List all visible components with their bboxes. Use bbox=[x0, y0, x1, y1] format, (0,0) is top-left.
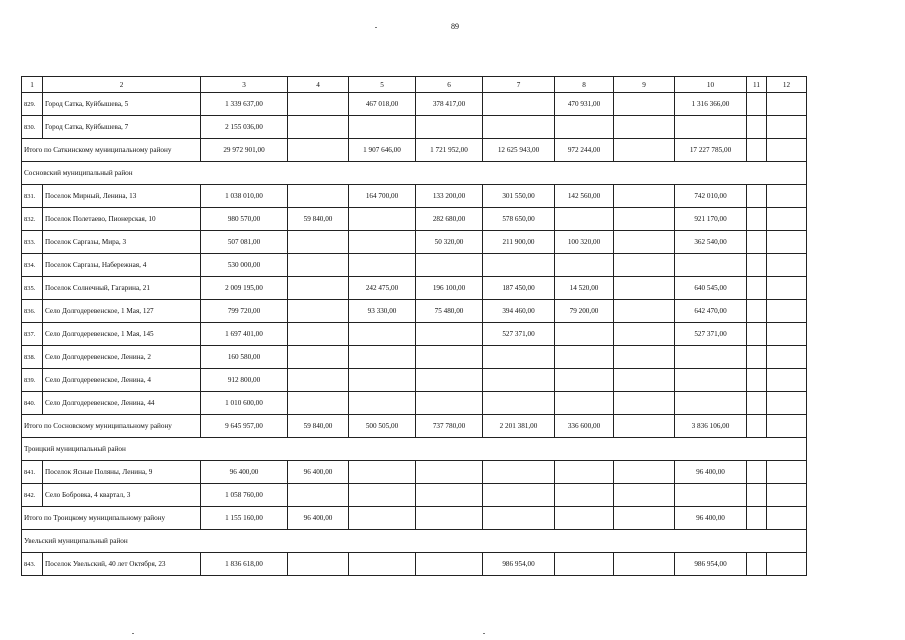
address-cell: Город Сатка, Куйбышева, 7 bbox=[43, 116, 201, 139]
amount-cell-c3: 530 000,00 bbox=[201, 254, 288, 277]
amount-cell-c11 bbox=[747, 392, 767, 415]
budget-table bbox=[21, 76, 807, 576]
amount-cell-c12 bbox=[767, 254, 807, 277]
amount-cell-c12 bbox=[767, 277, 807, 300]
amount-cell-c6 bbox=[416, 553, 483, 576]
section-header-row bbox=[22, 162, 807, 185]
amount-cell-c7 bbox=[483, 484, 555, 507]
amount-cell-c10 bbox=[675, 484, 747, 507]
amount-cell-c3: 1 697 401,00 bbox=[201, 323, 288, 346]
amount-cell-c9 bbox=[614, 116, 675, 139]
row-number: 837. bbox=[22, 323, 43, 346]
amount-cell-c11 bbox=[747, 415, 767, 438]
amount-cell-c7: 301 550,00 bbox=[483, 185, 555, 208]
amount-cell-c10 bbox=[675, 346, 747, 369]
row-number: 835. bbox=[22, 277, 43, 300]
amount-cell-c7: 986 954,00 bbox=[483, 553, 555, 576]
amount-cell-c10: 1 316 366,00 bbox=[675, 93, 747, 116]
total-row bbox=[22, 507, 807, 530]
table-row bbox=[22, 323, 807, 346]
column-header: 6 bbox=[416, 77, 483, 93]
address-cell: Поселок Саргазы, Мира, 3 bbox=[43, 231, 201, 254]
amount-cell-c10 bbox=[675, 392, 747, 415]
amount-cell-c3: 1 836 618,00 bbox=[201, 553, 288, 576]
amount-cell-c9 bbox=[614, 392, 675, 415]
column-header: 7 bbox=[483, 77, 555, 93]
column-header: 10 bbox=[675, 77, 747, 93]
amount-cell-c8 bbox=[555, 323, 614, 346]
amount-cell-c11 bbox=[747, 323, 767, 346]
amount-cell-c5 bbox=[349, 254, 416, 277]
amount-cell-c3: 1 058 760,00 bbox=[201, 484, 288, 507]
amount-cell-c8 bbox=[555, 553, 614, 576]
amount-cell-c4 bbox=[288, 277, 349, 300]
table-row bbox=[22, 369, 807, 392]
row-number: 831. bbox=[22, 185, 43, 208]
amount-cell-c10: 96 400,00 bbox=[675, 507, 747, 530]
amount-cell-c11 bbox=[747, 277, 767, 300]
amount-cell-c6 bbox=[416, 484, 483, 507]
amount-cell-c9 bbox=[614, 300, 675, 323]
amount-cell-c10: 96 400,00 bbox=[675, 461, 747, 484]
scan-speck bbox=[375, 27, 377, 28]
column-header: 8 bbox=[555, 77, 614, 93]
table-row bbox=[22, 461, 807, 484]
column-header: 12 bbox=[767, 77, 807, 93]
column-number-row bbox=[22, 77, 807, 93]
amount-cell-c4 bbox=[288, 300, 349, 323]
amount-cell-c4 bbox=[288, 346, 349, 369]
amount-cell-c11 bbox=[747, 93, 767, 116]
row-number: 841. bbox=[22, 461, 43, 484]
amount-cell-c5 bbox=[349, 461, 416, 484]
address-cell: Поселок Саргазы, Набережная, 4 bbox=[43, 254, 201, 277]
amount-cell-c10: 3 836 106,00 bbox=[675, 415, 747, 438]
amount-cell-c8 bbox=[555, 484, 614, 507]
column-header: 9 bbox=[614, 77, 675, 93]
amount-cell-c9 bbox=[614, 254, 675, 277]
amount-cell-c11 bbox=[747, 116, 767, 139]
amount-cell-c9 bbox=[614, 323, 675, 346]
amount-cell-c9 bbox=[614, 208, 675, 231]
amount-cell-c7: 2 201 381,00 bbox=[483, 415, 555, 438]
amount-cell-c12 bbox=[767, 507, 807, 530]
amount-cell-c6 bbox=[416, 392, 483, 415]
amount-cell-c5: 467 018,00 bbox=[349, 93, 416, 116]
amount-cell-c6 bbox=[416, 461, 483, 484]
total-row bbox=[22, 415, 807, 438]
amount-cell-c6 bbox=[416, 116, 483, 139]
amount-cell-c12 bbox=[767, 484, 807, 507]
amount-cell-c9 bbox=[614, 346, 675, 369]
amount-cell-c11 bbox=[747, 254, 767, 277]
amount-cell-c7: 394 460,00 bbox=[483, 300, 555, 323]
amount-cell-c3: 96 400,00 bbox=[201, 461, 288, 484]
amount-cell-c5 bbox=[349, 208, 416, 231]
amount-cell-c10: 742 010,00 bbox=[675, 185, 747, 208]
amount-cell-c9 bbox=[614, 369, 675, 392]
total-row bbox=[22, 139, 807, 162]
amount-cell-c11 bbox=[747, 369, 767, 392]
amount-cell-c10: 642 470,00 bbox=[675, 300, 747, 323]
amount-cell-c6: 737 780,00 bbox=[416, 415, 483, 438]
amount-cell-c9 bbox=[614, 231, 675, 254]
amount-cell-c12 bbox=[767, 392, 807, 415]
amount-cell-c12 bbox=[767, 208, 807, 231]
amount-cell-c9 bbox=[614, 461, 675, 484]
amount-cell-c10: 986 954,00 bbox=[675, 553, 747, 576]
amount-cell-c7 bbox=[483, 116, 555, 139]
amount-cell-c4: 59 840,00 bbox=[288, 208, 349, 231]
amount-cell-c3: 2 155 036,00 bbox=[201, 116, 288, 139]
amount-cell-c6 bbox=[416, 369, 483, 392]
total-label: Итого по Саткинскому муниципальному району bbox=[22, 139, 201, 162]
amount-cell-c7: 187 450,00 bbox=[483, 277, 555, 300]
address-cell: Село Долгодеревенское, 1 Мая, 127 bbox=[43, 300, 201, 323]
amount-cell-c11 bbox=[747, 507, 767, 530]
column-header: 2 bbox=[43, 77, 201, 93]
amount-cell-c7 bbox=[483, 369, 555, 392]
amount-cell-c8: 142 560,00 bbox=[555, 185, 614, 208]
amount-cell-c12 bbox=[767, 139, 807, 162]
amount-cell-c12 bbox=[767, 415, 807, 438]
section-header-row bbox=[22, 530, 807, 553]
amount-cell-c5 bbox=[349, 392, 416, 415]
amount-cell-c4: 59 840,00 bbox=[288, 415, 349, 438]
amount-cell-c4 bbox=[288, 116, 349, 139]
row-number: 834. bbox=[22, 254, 43, 277]
total-label: Итого по Сосновскому муниципальному району bbox=[22, 415, 201, 438]
amount-cell-c4 bbox=[288, 392, 349, 415]
amount-cell-c9 bbox=[614, 507, 675, 530]
amount-cell-c12 bbox=[767, 346, 807, 369]
amount-cell-c10 bbox=[675, 369, 747, 392]
amount-cell-c12 bbox=[767, 553, 807, 576]
address-cell: Поселок Солнечный, Гагарина, 21 bbox=[43, 277, 201, 300]
row-number: 832. bbox=[22, 208, 43, 231]
amount-cell-c5: 93 330,00 bbox=[349, 300, 416, 323]
amount-cell-c6 bbox=[416, 346, 483, 369]
table-row bbox=[22, 277, 807, 300]
amount-cell-c11 bbox=[747, 484, 767, 507]
column-header: 4 bbox=[288, 77, 349, 93]
amount-cell-c12 bbox=[767, 93, 807, 116]
amount-cell-c7 bbox=[483, 461, 555, 484]
amount-cell-c4 bbox=[288, 553, 349, 576]
amount-cell-c11 bbox=[747, 346, 767, 369]
amount-cell-c8: 100 320,00 bbox=[555, 231, 614, 254]
table-row bbox=[22, 208, 807, 231]
amount-cell-c5: 1 907 646,00 bbox=[349, 139, 416, 162]
table-row bbox=[22, 93, 807, 116]
amount-cell-c12 bbox=[767, 185, 807, 208]
amount-cell-c10: 921 170,00 bbox=[675, 208, 747, 231]
section-title: Увельский муниципальный район bbox=[22, 530, 807, 553]
amount-cell-c11 bbox=[747, 139, 767, 162]
amount-cell-c5: 242 475,00 bbox=[349, 277, 416, 300]
amount-cell-c5: 164 700,00 bbox=[349, 185, 416, 208]
amount-cell-c8 bbox=[555, 461, 614, 484]
address-cell: Поселок Мирный, Ленина, 13 bbox=[43, 185, 201, 208]
row-number: 839. bbox=[22, 369, 43, 392]
amount-cell-c7 bbox=[483, 254, 555, 277]
amount-cell-c8: 972 244,00 bbox=[555, 139, 614, 162]
amount-cell-c12 bbox=[767, 116, 807, 139]
amount-cell-c4 bbox=[288, 139, 349, 162]
row-number: 829. bbox=[22, 93, 43, 116]
amount-cell-c4 bbox=[288, 93, 349, 116]
column-header: 11 bbox=[747, 77, 767, 93]
amount-cell-c5 bbox=[349, 553, 416, 576]
amount-cell-c11 bbox=[747, 208, 767, 231]
amount-cell-c4 bbox=[288, 369, 349, 392]
amount-cell-c5: 500 505,00 bbox=[349, 415, 416, 438]
row-number: 840. bbox=[22, 392, 43, 415]
table-row bbox=[22, 185, 807, 208]
amount-cell-c8: 336 600,00 bbox=[555, 415, 614, 438]
amount-cell-c3: 980 570,00 bbox=[201, 208, 288, 231]
amount-cell-c8 bbox=[555, 208, 614, 231]
table-row bbox=[22, 116, 807, 139]
amount-cell-c11 bbox=[747, 461, 767, 484]
table-row bbox=[22, 392, 807, 415]
amount-cell-c4 bbox=[288, 254, 349, 277]
amount-cell-c12 bbox=[767, 369, 807, 392]
amount-cell-c4 bbox=[288, 323, 349, 346]
amount-cell-c7 bbox=[483, 346, 555, 369]
amount-cell-c11 bbox=[747, 231, 767, 254]
row-number: 838. bbox=[22, 346, 43, 369]
address-cell: Город Сатка, Куйбышева, 5 bbox=[43, 93, 201, 116]
amount-cell-c6 bbox=[416, 507, 483, 530]
row-number: 842. bbox=[22, 484, 43, 507]
amount-cell-c6: 1 721 952,00 bbox=[416, 139, 483, 162]
amount-cell-c3: 912 800,00 bbox=[201, 369, 288, 392]
amount-cell-c8: 14 520,00 bbox=[555, 277, 614, 300]
amount-cell-c6: 378 417,00 bbox=[416, 93, 483, 116]
amount-cell-c8 bbox=[555, 116, 614, 139]
amount-cell-c12 bbox=[767, 300, 807, 323]
table-row bbox=[22, 553, 807, 576]
amount-cell-c10: 527 371,00 bbox=[675, 323, 747, 346]
amount-cell-c8 bbox=[555, 392, 614, 415]
amount-cell-c10: 362 540,00 bbox=[675, 231, 747, 254]
section-title: Троицкий муниципальный район bbox=[22, 438, 807, 461]
amount-cell-c8: 470 931,00 bbox=[555, 93, 614, 116]
row-number: 830. bbox=[22, 116, 43, 139]
amount-cell-c7: 12 625 943,00 bbox=[483, 139, 555, 162]
amount-cell-c5 bbox=[349, 346, 416, 369]
address-cell: Поселок Ясные Поляны, Ленина, 9 bbox=[43, 461, 201, 484]
amount-cell-c6: 196 100,00 bbox=[416, 277, 483, 300]
amount-cell-c3: 1 038 010,00 bbox=[201, 185, 288, 208]
amount-cell-c4 bbox=[288, 231, 349, 254]
scan-speck bbox=[132, 633, 134, 634]
amount-cell-c7 bbox=[483, 93, 555, 116]
amount-cell-c4: 96 400,00 bbox=[288, 507, 349, 530]
section-title: Сосновский муниципальный район bbox=[22, 162, 807, 185]
amount-cell-c3: 1 339 637,00 bbox=[201, 93, 288, 116]
amount-cell-c7: 527 371,00 bbox=[483, 323, 555, 346]
scan-speck bbox=[483, 633, 485, 634]
amount-cell-c6: 282 680,00 bbox=[416, 208, 483, 231]
amount-cell-c6: 133 200,00 bbox=[416, 185, 483, 208]
amount-cell-c8 bbox=[555, 369, 614, 392]
amount-cell-c6 bbox=[416, 254, 483, 277]
amount-cell-c3: 9 645 957,00 bbox=[201, 415, 288, 438]
amount-cell-c6: 50 320,00 bbox=[416, 231, 483, 254]
amount-cell-c3: 2 009 195,00 bbox=[201, 277, 288, 300]
amount-cell-c12 bbox=[767, 461, 807, 484]
amount-cell-c3: 1 155 160,00 bbox=[201, 507, 288, 530]
amount-cell-c9 bbox=[614, 415, 675, 438]
amount-cell-c7: 578 650,00 bbox=[483, 208, 555, 231]
amount-cell-c10 bbox=[675, 254, 747, 277]
amount-cell-c11 bbox=[747, 185, 767, 208]
section-header-row bbox=[22, 438, 807, 461]
amount-cell-c5 bbox=[349, 323, 416, 346]
column-header: 1 bbox=[22, 77, 43, 93]
amount-cell-c6: 75 480,00 bbox=[416, 300, 483, 323]
amount-cell-c5 bbox=[349, 507, 416, 530]
amount-cell-c5 bbox=[349, 116, 416, 139]
amount-cell-c9 bbox=[614, 93, 675, 116]
amount-cell-c9 bbox=[614, 185, 675, 208]
amount-cell-c12 bbox=[767, 231, 807, 254]
amount-cell-c9 bbox=[614, 277, 675, 300]
amount-cell-c4 bbox=[288, 185, 349, 208]
total-label: Итого по Троицкому муниципальному району bbox=[22, 507, 201, 530]
address-cell: Село Долгодеревенское, 1 Мая, 145 bbox=[43, 323, 201, 346]
address-cell: Село Долгодеревенское, Ленина, 44 bbox=[43, 392, 201, 415]
row-number: 843. bbox=[22, 553, 43, 576]
amount-cell-c12 bbox=[767, 323, 807, 346]
column-header: 5 bbox=[349, 77, 416, 93]
table-row bbox=[22, 300, 807, 323]
row-number: 836. bbox=[22, 300, 43, 323]
column-header: 3 bbox=[201, 77, 288, 93]
address-cell: Поселок Полетаево, Пионерская, 10 bbox=[43, 208, 201, 231]
amount-cell-c3: 29 972 901,00 bbox=[201, 139, 288, 162]
address-cell: Село Долгодеревенское, Ленина, 2 bbox=[43, 346, 201, 369]
address-cell: Село Бобровка, 4 квартал, 3 bbox=[43, 484, 201, 507]
amount-cell-c5 bbox=[349, 484, 416, 507]
amount-cell-c8 bbox=[555, 507, 614, 530]
amount-cell-c11 bbox=[747, 553, 767, 576]
amount-cell-c9 bbox=[614, 139, 675, 162]
amount-cell-c3: 799 720,00 bbox=[201, 300, 288, 323]
amount-cell-c7 bbox=[483, 392, 555, 415]
amount-cell-c6 bbox=[416, 323, 483, 346]
address-cell: Поселок Увельский, 40 лет Октября, 23 bbox=[43, 553, 201, 576]
amount-cell-c10 bbox=[675, 116, 747, 139]
amount-cell-c8 bbox=[555, 346, 614, 369]
table-row bbox=[22, 231, 807, 254]
amount-cell-c10: 640 545,00 bbox=[675, 277, 747, 300]
amount-cell-c3: 1 010 600,00 bbox=[201, 392, 288, 415]
amount-cell-c4 bbox=[288, 484, 349, 507]
amount-cell-c4: 96 400,00 bbox=[288, 461, 349, 484]
amount-cell-c7 bbox=[483, 507, 555, 530]
amount-cell-c11 bbox=[747, 300, 767, 323]
amount-cell-c9 bbox=[614, 484, 675, 507]
row-number: 833. bbox=[22, 231, 43, 254]
amount-cell-c5 bbox=[349, 231, 416, 254]
page-number: 89 bbox=[451, 22, 459, 31]
table-row bbox=[22, 484, 807, 507]
amount-cell-c10: 17 227 785,00 bbox=[675, 139, 747, 162]
address-cell: Село Долгодеревенское, Ленина, 4 bbox=[43, 369, 201, 392]
amount-cell-c7: 211 900,00 bbox=[483, 231, 555, 254]
amount-cell-c8 bbox=[555, 254, 614, 277]
table-row bbox=[22, 254, 807, 277]
amount-cell-c8: 79 200,00 bbox=[555, 300, 614, 323]
amount-cell-c9 bbox=[614, 553, 675, 576]
table-row bbox=[22, 346, 807, 369]
amount-cell-c3: 160 580,00 bbox=[201, 346, 288, 369]
amount-cell-c5 bbox=[349, 369, 416, 392]
amount-cell-c3: 507 081,00 bbox=[201, 231, 288, 254]
